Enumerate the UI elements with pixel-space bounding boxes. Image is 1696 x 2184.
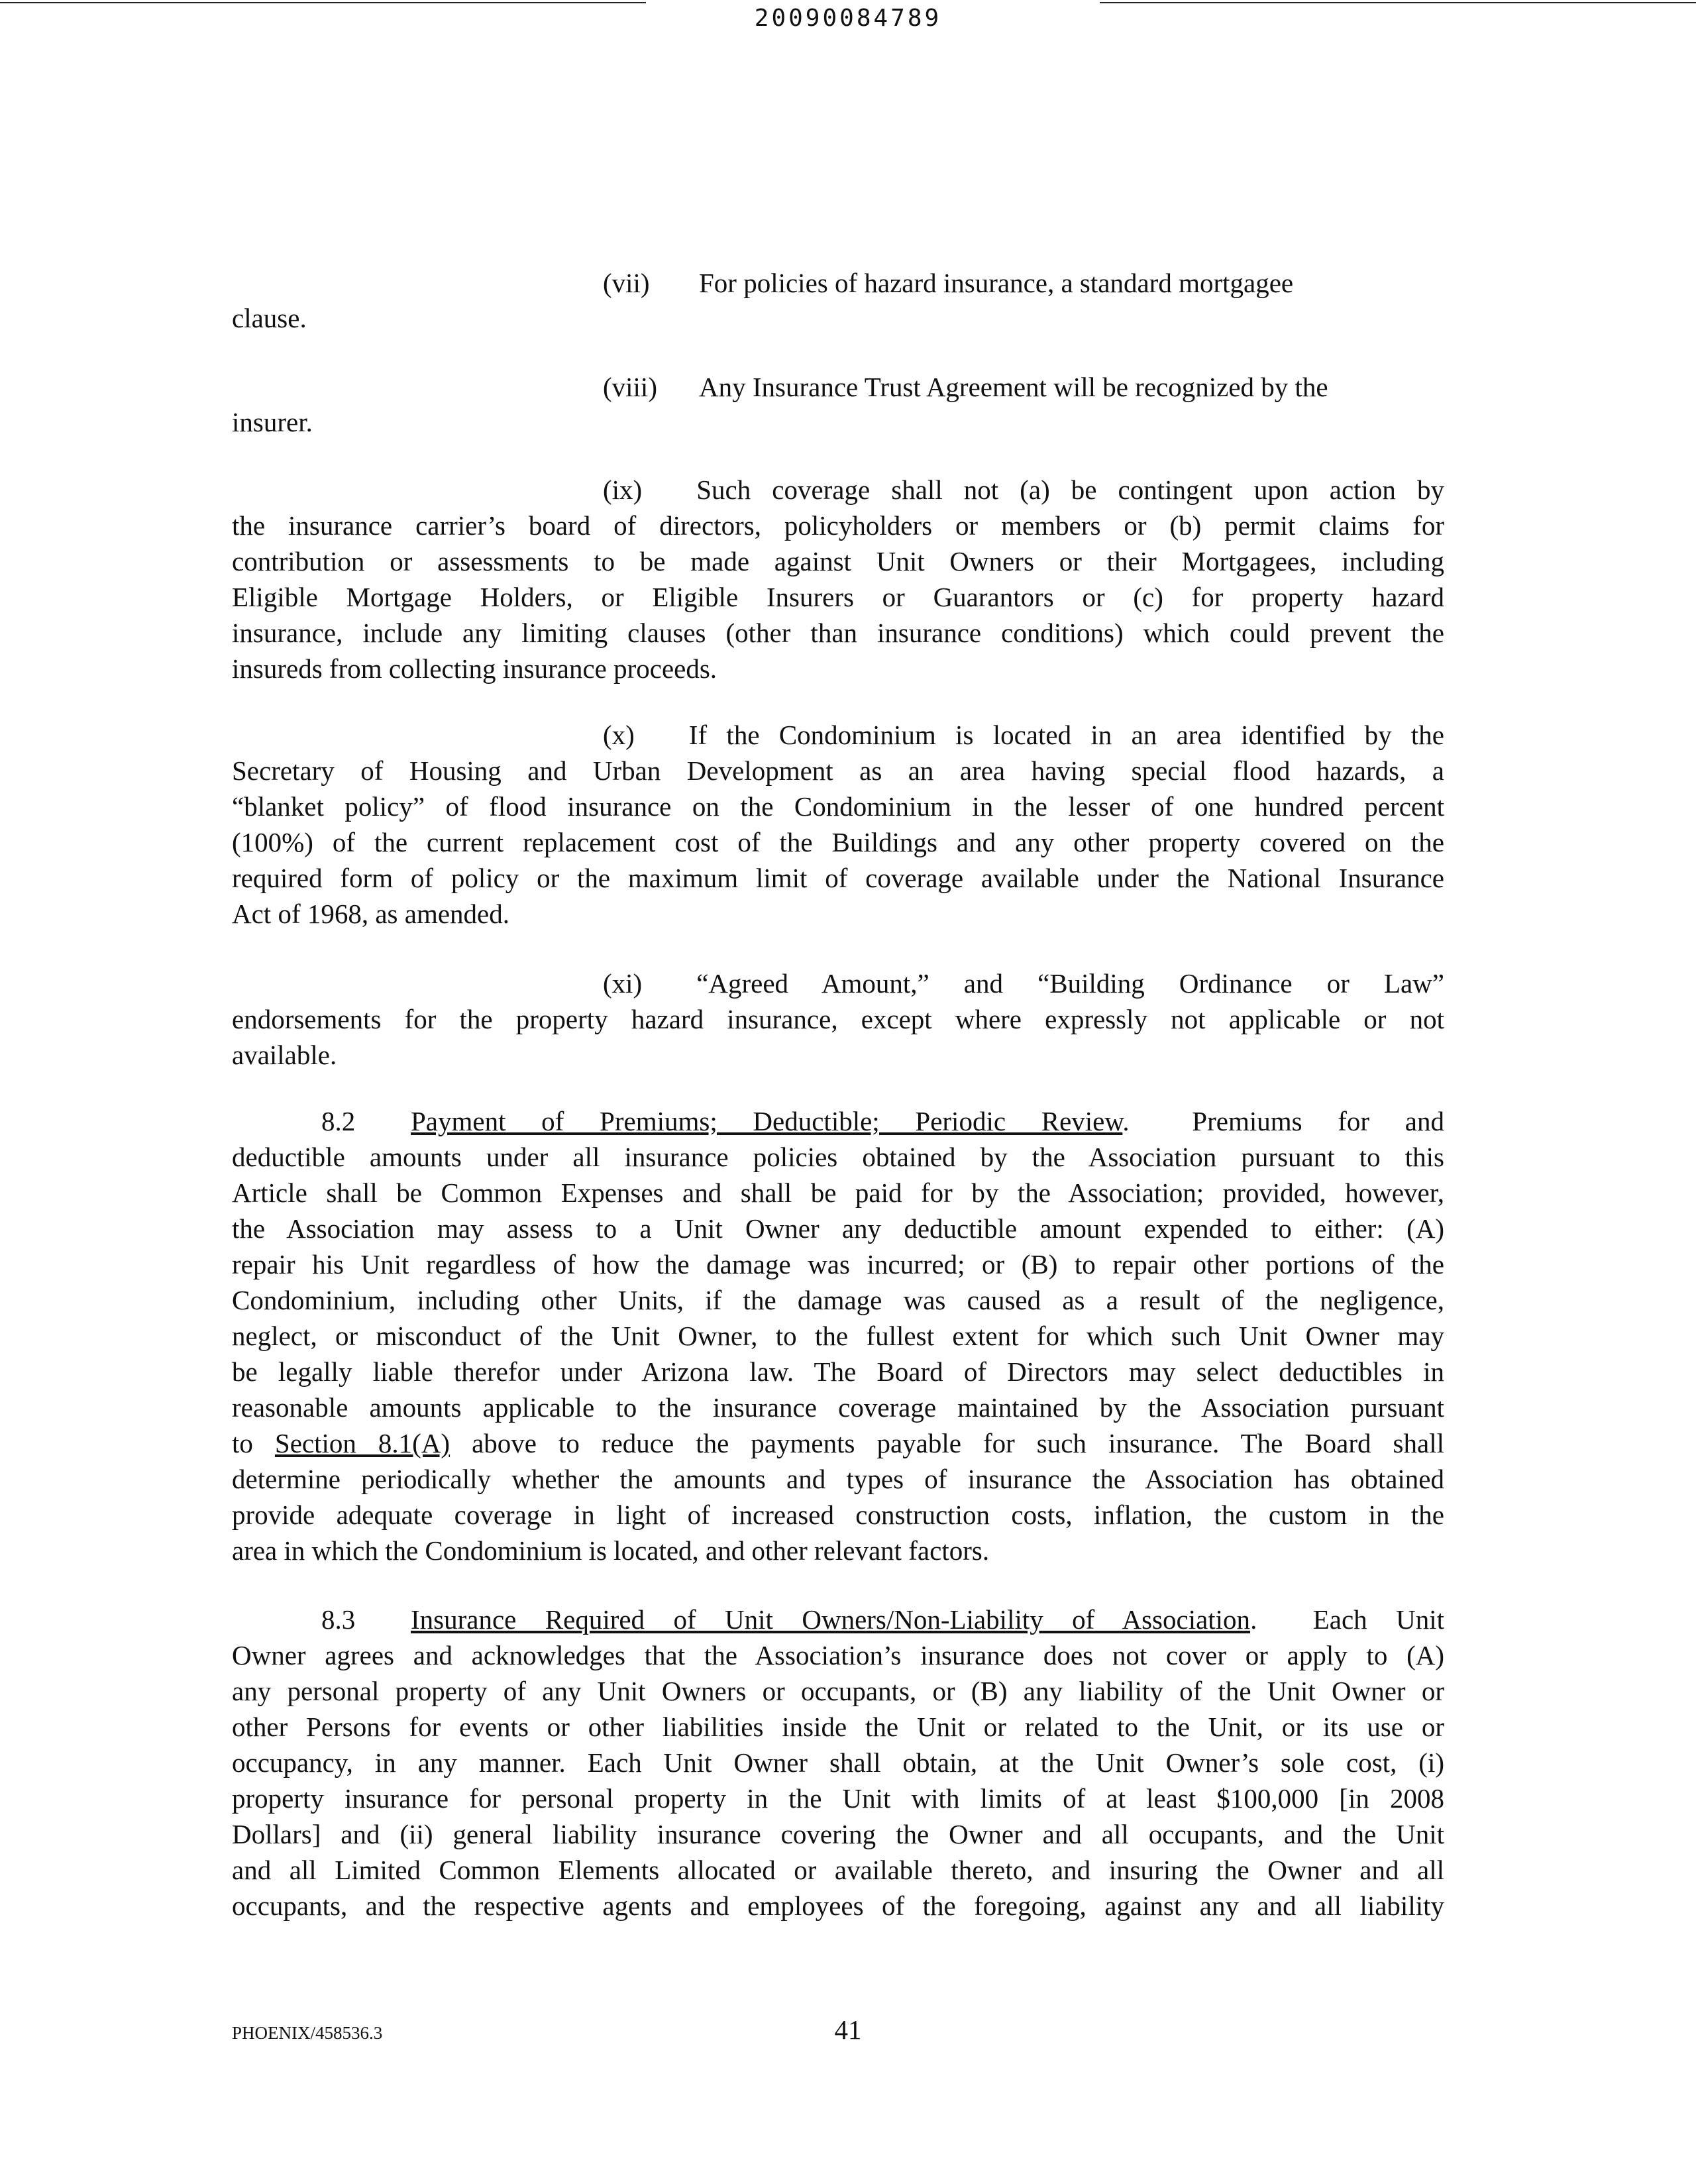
section-8-2-first-rest: . Premiums for and [1122, 1106, 1444, 1136]
document-number: 20090084789 [754, 5, 942, 32]
section-8-2-heading: Payment of Premiums; Deductible; Periodic Review [411, 1106, 1123, 1136]
section-8-3-line: occupants, and the respective agents and employees of the foregoing, against any and all liability [232, 1890, 1444, 1921]
section-8-2-line: determine periodically whether the amounts and types of insurance the Association has obtained [232, 1464, 1444, 1494]
section-8-2-line: deductible amounts under all insurance policies obtained by the Association pursuant to this [232, 1142, 1444, 1172]
page-number: 41 [834, 2014, 862, 2045]
section-8-2-ref-line [232, 1425, 1444, 1461]
section-8-3-line: and all Limited Common Elements allocated or available thereto, and insuring the Owner and all [232, 1855, 1444, 1885]
section-8-2-line: Condominium, including other Units, if the damage was caused as a result of the negligence, [232, 1285, 1444, 1315]
section-8-2-line: area in which the Condominium is located, and other relevant factors. [232, 1535, 990, 1566]
section-8-3 [232, 1602, 1444, 1924]
item-viii-text: Any Insurance Trust Agreement will be recognized by the [699, 372, 1328, 402]
item-ix-line: (ix) Such coverage shall not (a) be contingent upon action by [603, 474, 1444, 505]
item-vii-text: For policies of hazard insurance, a standard mortgagee [699, 268, 1294, 298]
item-x-paragraph [232, 717, 1444, 932]
item-ix-line: Eligible Mortgage Holders, or Eligible Insurers or Guarantors or (c) for property hazard [232, 582, 1444, 612]
item-ix-line: insurance, include any limiting clauses (other than insurance conditions) which could prevent the [232, 618, 1444, 648]
section-8-3-first-line [232, 1602, 1444, 1637]
section-8-2-line: reasonable amounts applicable to the insurance coverage maintained by the Association pursuant [232, 1392, 1444, 1423]
section-8-2-line: neglect, or misconduct of the Unit Owner, to the fullest extent for which such Unit Owner may [232, 1321, 1444, 1351]
item-ix-paragraph [232, 472, 1444, 686]
item-xi-line: available. [232, 1040, 337, 1070]
section-8-3-line: Dollars] and (ii) general liability insurance covering the Owner and all occupants, and the Unit [232, 1819, 1444, 1849]
section-8-2-line: provide adequate coverage in light of increased construction costs, inflation, the custom in the [232, 1500, 1444, 1530]
item-ix-line: contribution or assessments to be made against Unit Owners or their Mortgagees, including [232, 546, 1444, 576]
item-vii-tail: clause. [232, 303, 307, 333]
item-x-line: “blanket policy” of flood insurance on the Condominium in the lesser of one hundred percent [232, 791, 1444, 822]
section-8-2-line: be legally liable therefor under Arizona law. The Board of Directors may select deductibles in [232, 1356, 1444, 1387]
section-8-3-heading: Insurance Required of Unit Owners/Non-Liability of Association [411, 1604, 1251, 1635]
item-vii [603, 265, 1444, 301]
footer-document-id: PHOENIX/458536.3 [232, 2023, 383, 2043]
section-8-2-number: 8.2 [321, 1106, 356, 1136]
section-8-1a-reference: Section 8.1(A) [274, 1428, 450, 1458]
item-viii-tail: insurer. [232, 407, 313, 437]
section-8-2-ref-post: above to reduce the payments payable for such insurance. The Board shall [450, 1428, 1444, 1458]
item-vii-number: (vii) [603, 268, 650, 298]
section-8-3-line: any personal property of any Unit Owners or occupants, or (B) any liability of the Unit Owner or [232, 1676, 1444, 1706]
section-8-3-first-rest: . Each Unit [1250, 1604, 1444, 1635]
item-viii-number: (viii) [603, 372, 657, 402]
section-8-3-line: occupancy, in any manner. Each Unit Owner shall obtain, at the Unit Owner’s sole cost, (i) [232, 1747, 1444, 1778]
item-x-line: required form of policy or the maximum limit of coverage available under the National Insurance [232, 863, 1444, 893]
item-x-line: (100%) of the current replacement cost of the Buildings and any other property covered on the [232, 827, 1444, 857]
section-8-3-line: property insurance for personal property in the Unit with limits of at least $100,000 [in 2008 [232, 1783, 1444, 1814]
section-8-3-number: 8.3 [321, 1604, 356, 1635]
item-xi-paragraph [232, 965, 1444, 1073]
item-x-line: Act of 1968, as amended. [232, 899, 509, 929]
section-8-3-line: other Persons for events or other liabilities inside the Unit or related to the Unit, or its use or [232, 1712, 1444, 1742]
section-8-2-line: Article shall be Common Expenses and shall be paid for by the Association; provided, however, [232, 1177, 1444, 1208]
item-ix-line: the insurance carrier’s board of directors, policyholders or members or (b) permit claims for [232, 510, 1444, 541]
section-8-2-first-line [232, 1103, 1444, 1139]
item-viii [603, 369, 1444, 405]
section-8-2 [232, 1103, 1444, 1568]
item-ix-line: insureds from collecting insurance proceeds. [232, 653, 717, 684]
item-x-line: Secretary of Housing and Urban Development as an area having special flood hazards, a [232, 755, 1444, 786]
item-x-line: (x) If the Condominium is located in an area identified by the [603, 720, 1444, 750]
section-8-2-line: the Association may assess to a Unit Owner any deductible amount expended to either: (A) [232, 1213, 1444, 1244]
section-8-2-ref-pre: to [232, 1428, 275, 1458]
section-8-3-line: Owner agrees and acknowledges that the Association’s insurance does not cover or apply to (A) [232, 1640, 1444, 1670]
item-xi-line: (xi) “Agreed Amount,” and “Building Ordinance or Law” [603, 968, 1444, 999]
item-xi-line: endorsements for the property hazard insurance, except where expressly not applicable or not [232, 1004, 1444, 1034]
section-8-2-line: repair his Unit regardless of how the damage was incurred; or (B) to repair other portions of the [232, 1249, 1444, 1280]
